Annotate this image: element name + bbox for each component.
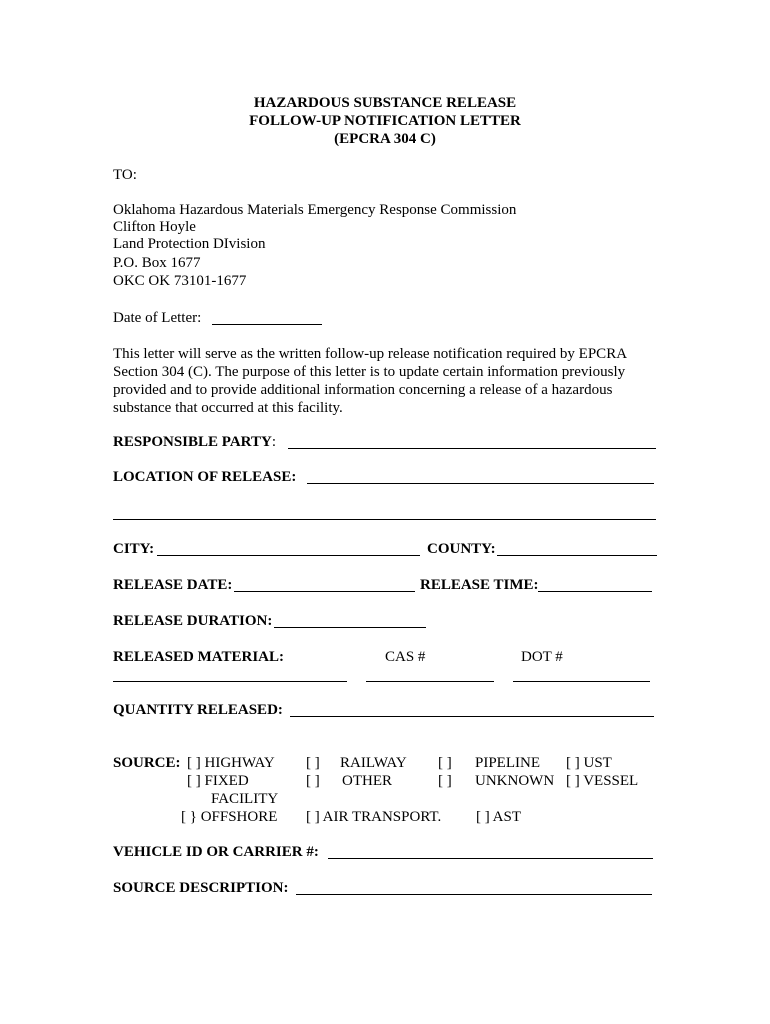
date-of-letter-label: Date of Letter:: [113, 310, 202, 326]
intro-paragraph: This letter will serve as the written follow-up release notification required by EPCRA Section 304 (C). The purpose of this letter is to update certain information previously provided and to provide additional information concerning a release of a hazardous substance that occurred at this facility.: [113, 346, 627, 416]
form-title-line2: FOLLOW-UP NOTIFICATION LETTER: [249, 113, 521, 129]
county-input[interactable]: [497, 538, 657, 555]
release-date-input[interactable]: [234, 574, 415, 591]
release-duration-label: RELEASE DURATION:: [113, 613, 273, 629]
source-unknown-label: UNKNOWN: [475, 773, 555, 789]
city-input[interactable]: [157, 538, 420, 555]
recipient-po-box: P.O. Box 1677: [113, 255, 201, 271]
source-description-line: [296, 894, 652, 895]
source-highway-option[interactable]: [ ] HIGHWAY: [187, 755, 275, 771]
date-of-letter-line: [212, 324, 322, 325]
cas-number-input[interactable]: [366, 664, 494, 681]
responsible-party-line: [288, 448, 656, 449]
county-label: COUNTY:: [427, 541, 496, 557]
quantity-released-input[interactable]: [290, 699, 654, 716]
released-material-input[interactable]: [113, 664, 347, 681]
city-line: [157, 555, 420, 556]
source-fixed-facility-label: FACILITY: [211, 791, 279, 807]
vehicle-id-input[interactable]: [328, 841, 653, 858]
quantity-released-line: [290, 716, 654, 717]
source-other-label: OTHER: [342, 773, 392, 789]
to-label: TO:: [113, 167, 137, 183]
location-of-release-label: LOCATION OF RELEASE:: [113, 469, 297, 485]
release-duration-line: [274, 627, 426, 628]
date-of-letter-input[interactable]: [212, 307, 322, 324]
source-fixed-option[interactable]: [ ] FIXED: [187, 773, 249, 789]
dot-number-input[interactable]: [513, 664, 650, 681]
released-material-label: RELEASED MATERIAL:: [113, 649, 284, 665]
source-label: SOURCE:: [113, 755, 181, 771]
location-line-1: [307, 483, 654, 484]
release-duration-input[interactable]: [274, 610, 426, 627]
form-title-line3: (EPCRA 304 C): [334, 131, 436, 147]
quantity-released-label: QUANTITY RELEASED:: [113, 702, 283, 718]
source-other-checkbox[interactable]: [ ]: [306, 773, 320, 789]
form-title-line1: HAZARDOUS SUBSTANCE RELEASE: [253, 95, 517, 111]
location-line-2: [113, 519, 656, 520]
release-time-label: RELEASE TIME:: [420, 577, 539, 593]
source-railway-label: RAILWAY: [340, 755, 407, 771]
source-air-transport-option[interactable]: [ ] AIR TRANSPORT.: [306, 809, 442, 825]
release-time-input[interactable]: [538, 574, 652, 591]
source-description-label: SOURCE DESCRIPTION:: [113, 880, 289, 896]
dot-number-line: [513, 681, 650, 682]
source-ust-option[interactable]: [ ] UST: [566, 755, 612, 771]
released-material-line: [113, 681, 347, 682]
release-time-line: [538, 591, 652, 592]
source-description-input[interactable]: [296, 877, 652, 894]
location-input-1[interactable]: [307, 466, 654, 483]
source-vessel-option[interactable]: [ ] VESSEL: [566, 773, 639, 789]
responsible-party-input[interactable]: [288, 431, 656, 448]
city-label: CITY:: [113, 541, 155, 557]
cas-number-line: [366, 681, 494, 682]
source-unknown-checkbox[interactable]: [ ]: [438, 773, 452, 789]
cas-number-label: CAS #: [385, 649, 426, 665]
recipient-agency: Oklahoma Hazardous Materials Emergency Response Commission: [113, 202, 517, 218]
source-pipeline-checkbox[interactable]: [ ]: [438, 755, 452, 771]
county-line: [497, 555, 657, 556]
recipient-division: Land Protection DIvision: [113, 236, 266, 252]
vehicle-id-line: [328, 858, 653, 859]
vehicle-id-label: VEHICLE ID OR CARRIER #:: [113, 844, 319, 860]
release-date-label: RELEASE DATE:: [113, 577, 233, 593]
recipient-city-zip: OKC OK 73101-1677: [113, 273, 247, 289]
recipient-name: Clifton Hoyle: [113, 219, 196, 235]
source-offshore-option[interactable]: [ } OFFSHORE: [181, 809, 278, 825]
release-date-line: [234, 591, 415, 592]
dot-number-label: DOT #: [521, 649, 563, 665]
responsible-party-label: RESPONSIBLE PARTY:: [113, 434, 276, 450]
source-ast-option[interactable]: [ ] AST: [476, 809, 521, 825]
source-pipeline-label: PIPELINE: [475, 755, 540, 771]
location-input-2[interactable]: [113, 502, 656, 519]
source-railway-checkbox[interactable]: [ ]: [306, 755, 320, 771]
